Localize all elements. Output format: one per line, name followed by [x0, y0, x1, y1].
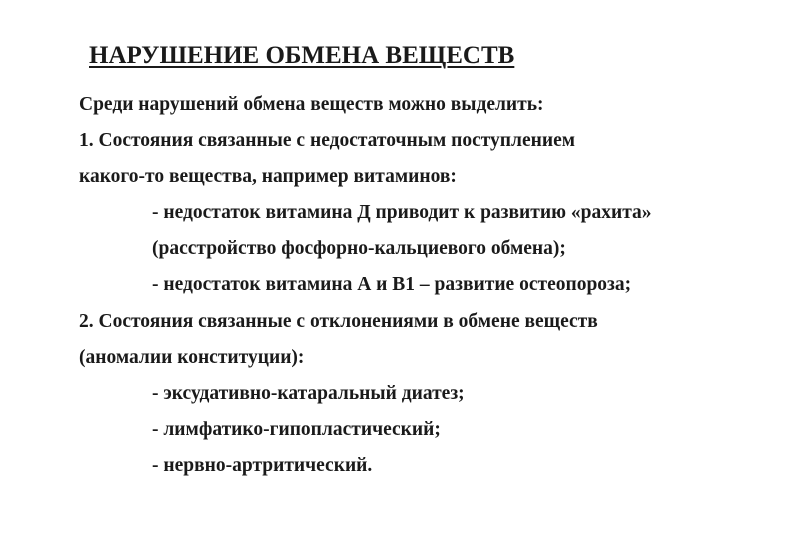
subpoint-neuro-arthritic: - нервно-артритический.: [152, 455, 373, 476]
subpoint-rickets: - недостаток витамина Д приводит к развитию «рахита»: [152, 202, 652, 223]
subpoint-diathesis: - эксудативно-катаральный диатез;: [152, 383, 465, 404]
point-2-continuation: (аномалии конституции):: [79, 347, 305, 368]
slide-title: НАРУШЕНИЕ ОБМЕНА ВЕЩЕСТВ: [89, 42, 515, 69]
subpoint-osteoporosis: - недостаток витамина А и В1 – развитие остеопороза;: [152, 274, 632, 295]
point-2-line: 2. Состояния связанные с отклонениями в обмене веществ: [79, 311, 598, 332]
point-1-continuation: какого-то вещества, например витаминов:: [79, 166, 457, 187]
point-1-line: 1. Состояния связанные с недостаточным поступлением: [79, 130, 576, 151]
intro-line: Среди нарушений обмена веществ можно выделить:: [79, 94, 544, 115]
subpoint-lymphatic: - лимфатико-гипопластический;: [152, 419, 441, 440]
subpoint-rickets-note: (расстройство фосфорно-кальциевого обмена);: [152, 238, 566, 259]
